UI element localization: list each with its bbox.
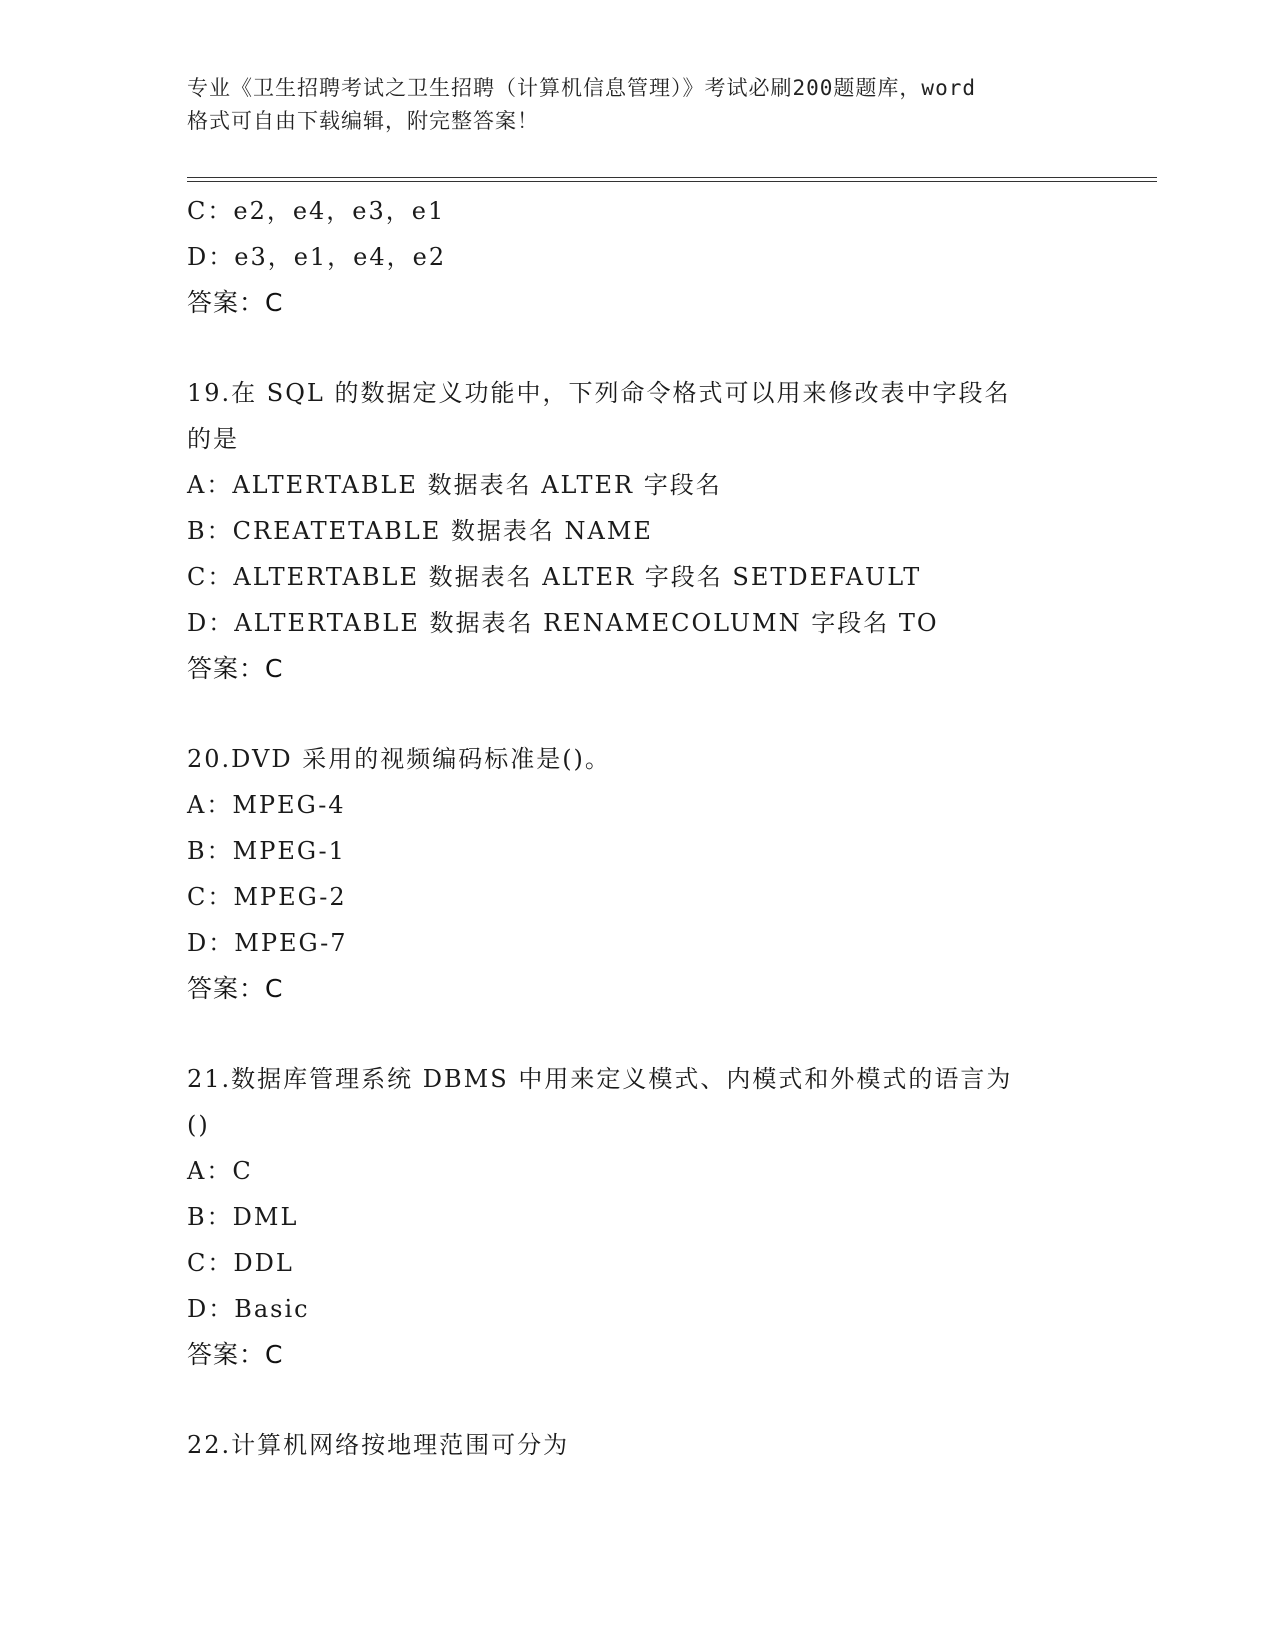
answer-label: 答案：C xyxy=(187,974,284,1003)
question-list xyxy=(187,188,1157,1468)
option-d: D：ALTERTABLE 数据表名 RENAMECOLUMN 字段名 TO xyxy=(187,609,939,637)
spacer xyxy=(187,1378,1157,1422)
answer-label: 答案：C xyxy=(187,1340,284,1369)
header-title-line-1: 专业《卫生招聘考试之卫生招聘（计算机信息管理）》考试必刷200题题库，word xyxy=(187,76,976,100)
question-21 xyxy=(187,1056,1157,1378)
question-text-continued: 的是 xyxy=(187,425,239,453)
document-page xyxy=(187,0,1157,1650)
option-a: A：MPEG-4 xyxy=(187,791,346,819)
question-text: 22.计算机网络按地理范围可分为 xyxy=(187,1431,570,1459)
spacer xyxy=(187,692,1157,736)
question-22 xyxy=(187,1422,1157,1468)
option-a: A：C xyxy=(187,1157,253,1185)
question-20 xyxy=(187,736,1157,1012)
question-text: 19.在 SQL 的数据定义功能中，下列命令格式可以用来修改表中字段名 xyxy=(187,379,1011,407)
header-double-rule xyxy=(187,177,1157,182)
spacer xyxy=(187,1012,1157,1056)
answer-label: 答案：C xyxy=(187,288,284,317)
option-d: D：e3，e1，e4，e2 xyxy=(187,243,447,271)
answer-label: 答案：C xyxy=(187,654,284,683)
question-text-continued: () xyxy=(187,1111,210,1139)
spacer xyxy=(187,326,1157,370)
option-b: B：MPEG-1 xyxy=(187,837,346,865)
document-header xyxy=(187,72,1087,138)
option-c: C：e2，e4，e3，e1 xyxy=(187,197,446,225)
question-text: 21.数据库管理系统 DBMS 中用来定义模式、内模式和外模式的语言为 xyxy=(187,1065,1013,1093)
option-c: C：ALTERTABLE 数据表名 ALTER 字段名 SETDEFAULT xyxy=(187,563,922,591)
option-a: A：ALTERTABLE 数据表名 ALTER 字段名 xyxy=(187,471,722,499)
question-18-tail xyxy=(187,188,1157,326)
question-text: 20.DVD 采用的视频编码标准是()。 xyxy=(187,745,611,773)
option-b: B：DML xyxy=(187,1203,299,1231)
option-c: C：DDL xyxy=(187,1249,294,1277)
option-d: D：MPEG-7 xyxy=(187,929,348,957)
option-c: C：MPEG-2 xyxy=(187,883,347,911)
question-19 xyxy=(187,370,1157,692)
option-b: B：CREATETABLE 数据表名 NAME xyxy=(187,517,653,545)
option-d: D：Basic xyxy=(187,1295,310,1323)
header-title-line-2: 格式可自由下载编辑，附完整答案！ xyxy=(187,109,539,133)
